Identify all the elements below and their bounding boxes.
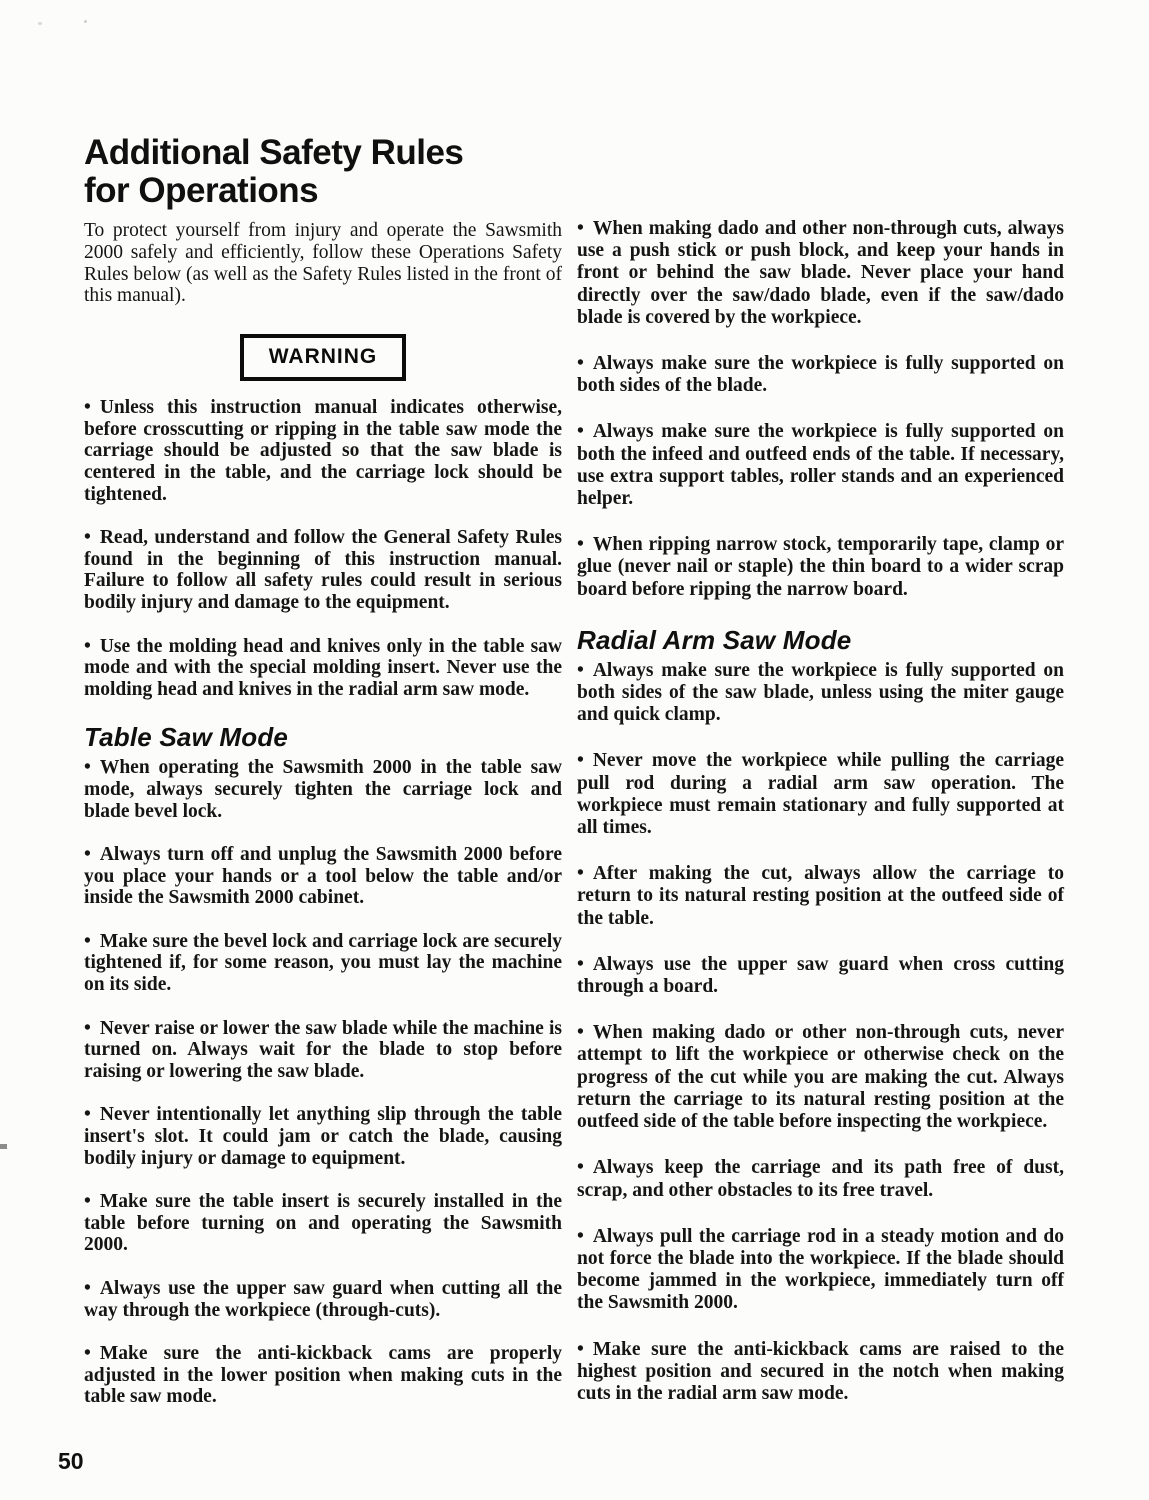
page-title — [84, 134, 562, 210]
safety-rule — [84, 1191, 562, 1256]
safety-rule-text: Unless this instruction manual indicates otherwise, before crosscutting or ripping in the table saw mode the carriage should be adjusted so that the saw blade is centered in the table, and the carriage lock should be tightened. — [84, 397, 562, 505]
warning-box — [240, 334, 406, 381]
right-column — [577, 218, 1064, 1429]
bullet-marker: • — [84, 1017, 91, 1039]
safety-rule — [577, 1339, 1064, 1406]
safety-rule — [577, 863, 1064, 930]
bullet-marker: • — [577, 534, 584, 556]
bullet-marker: • — [577, 1022, 584, 1044]
safety-rule — [84, 844, 562, 909]
bullet-marker: • — [84, 397, 91, 419]
bullet-marker: • — [84, 757, 91, 779]
safety-rule-text: Never raise or lower the saw blade while the machine is turned on. Always wait for the blade to stop before raising or lowering the saw blade. — [84, 1017, 562, 1082]
safety-rule — [84, 636, 562, 701]
safety-rule-text: When making dado and other non-through cuts, always use a push stick or push block, and keep your hands in front or behind the saw blade. Never place your hand directly over the saw/dado blade, even if the saw/dado blade is covered by the workpiece. — [577, 218, 1064, 328]
safety-rule-text: Make sure the table insert is securely installed in the table before turning on and operating the Sawsmith 2000. — [84, 1191, 562, 1256]
safety-rule — [84, 931, 562, 996]
safety-rule — [577, 1226, 1064, 1315]
bullet-marker: • — [577, 1338, 584, 1360]
safety-rule-text: Always turn off and unplug the Sawsmith 2000 before you place your hands or a tool below the table and/or inside the Sawsmith 2000 cabinet. — [84, 844, 562, 909]
section-heading-radial-arm-saw-mode: Radial Arm Saw Mode — [577, 624, 852, 655]
warning-label: WARNING — [268, 345, 378, 369]
bullet-marker: • — [84, 635, 91, 657]
safety-rule — [84, 757, 562, 822]
safety-rule — [577, 1022, 1064, 1133]
bullet-marker: • — [577, 218, 584, 239]
safety-rule-text: Always use the upper saw guard when cross cutting through a board. — [577, 953, 1064, 998]
bullet-marker: • — [84, 930, 91, 952]
bullet-marker: • — [84, 1343, 91, 1365]
safety-rule — [84, 1278, 562, 1321]
bullet-marker: • — [577, 750, 584, 772]
safety-rule-text: Never intentionally let anything slip through the table insert's slot. It could jam or catch the blade, causing bodily injury or damage to equipment. — [84, 1104, 562, 1169]
safety-rule-text: Always pull the carriage rod in a steady motion and do not force the blade into the workpiece. If the blade should become jammed in the workpiece, immediately turn off the Sawsmith 2000. — [577, 1225, 1064, 1314]
safety-rule — [577, 1157, 1064, 1201]
safety-rule — [577, 660, 1064, 727]
bullet-marker: • — [84, 1104, 91, 1126]
safety-rule — [84, 1343, 562, 1408]
safety-rule-text: Always make sure the workpiece is fully supported on both the infeed and outfeed ends of the table. If necessary, use extra support tables, roller stands and an experienced helper. — [577, 421, 1064, 510]
safety-rule-text: Make sure the anti-kickback cams are raised to the highest position and secured in the notch when making cuts in the radial arm saw mode. — [577, 1338, 1064, 1404]
safety-rule-text: Make sure the anti-kickback cams are properly adjusted in the lower position when making cuts in the table saw mode. — [84, 1343, 562, 1408]
bullet-marker: • — [577, 659, 584, 681]
safety-rule-text: When ripping narrow stock, temporarily tape, clamp or glue (never nail or staple) the thin board to a wider scrap board before ripping the narrow board. — [577, 534, 1064, 600]
safety-rule-text: Always make sure the workpiece is fully supported on both sides of the blade. — [577, 353, 1064, 397]
safety-rule-text: When operating the Sawsmith 2000 in the table saw mode, always securely tighten the carriage lock and blade bevel lock. — [84, 757, 562, 822]
safety-rule — [577, 421, 1064, 510]
safety-rule — [577, 353, 1064, 397]
safety-rule — [577, 218, 1064, 329]
safety-rule-text: Always make sure the workpiece is fully supported on both sides of the saw blade, unless using the miter gauge and quick clamp. — [577, 659, 1064, 726]
safety-rule — [84, 1018, 562, 1083]
bullet-marker: • — [577, 863, 584, 885]
safety-rule-text: Use the molding head and knives only in the table saw mode and with the special molding insert. Never use the molding head and knives in the radial arm saw mode. — [84, 635, 562, 700]
safety-rule — [577, 954, 1064, 998]
bullet-marker: • — [577, 953, 584, 975]
safety-rule — [84, 397, 562, 505]
bullet-marker: • — [84, 1191, 91, 1213]
safety-rule-text: Make sure the bevel lock and carriage lock are securely tightened if, for some reason, you must lay the machine on its side. — [84, 930, 562, 996]
scan-speck — [38, 22, 42, 25]
left-column — [84, 134, 562, 1430]
safety-rule-text: Always use the upper saw guard when cutting all the way through the workpiece (through-cuts). — [84, 1278, 562, 1321]
page-number: 50 — [58, 1448, 84, 1474]
safety-rule-text: Always keep the carriage and its path free of dust, scrap, and other obstacles to its free travel. — [577, 1157, 1064, 1201]
safety-rule — [577, 534, 1064, 601]
bullet-marker: • — [84, 1278, 91, 1299]
bullet-marker: • — [577, 421, 584, 443]
safety-rule-text: After making the cut, always allow the carriage to return to its natural resting position at the outfeed side of the table. — [577, 863, 1064, 929]
bullet-marker: • — [84, 527, 91, 549]
safety-rule-text: Never move the workpiece while pulling the carriage pull rod during a radial arm saw operation. The workpiece must remain stationary and fully supported at all times. — [577, 750, 1064, 839]
bullet-marker: • — [84, 844, 91, 866]
scan-speck — [84, 20, 87, 23]
scan-edge-mark — [0, 1144, 7, 1149]
safety-rule-text: Read, understand and follow the General Safety Rules found in the beginning of this instruction manual. Failure to follow all safety rules could result in serious bodily injury and damage to the equipment. — [84, 527, 562, 613]
safety-rule-text: When making dado or other non-through cuts, never attempt to lift the workpiece or otherwise check on the progress of the cut while you are making the cut. Always return the carriage to its natural resting position at the outfeed side of the table before inspecting the workpiece. — [577, 1022, 1064, 1133]
bullet-marker: • — [577, 1157, 584, 1179]
safety-rule — [577, 750, 1064, 839]
page-title-line2: for Operations — [84, 171, 319, 210]
intro-paragraph: To protect yourself from injury and operate the Sawsmith 2000 safely and efficiently, follow these Operations Safety Rules below (as well as the Safety Rules listed in the front of this manual). — [84, 220, 562, 307]
bullet-marker: • — [577, 1225, 584, 1247]
section-heading-table-saw-mode: Table Saw Mode — [84, 722, 289, 753]
safety-rule — [84, 1104, 562, 1169]
bullet-marker: • — [577, 353, 584, 375]
safety-rule — [84, 527, 562, 613]
page-title-line1: Additional Safety Rules — [84, 133, 464, 172]
